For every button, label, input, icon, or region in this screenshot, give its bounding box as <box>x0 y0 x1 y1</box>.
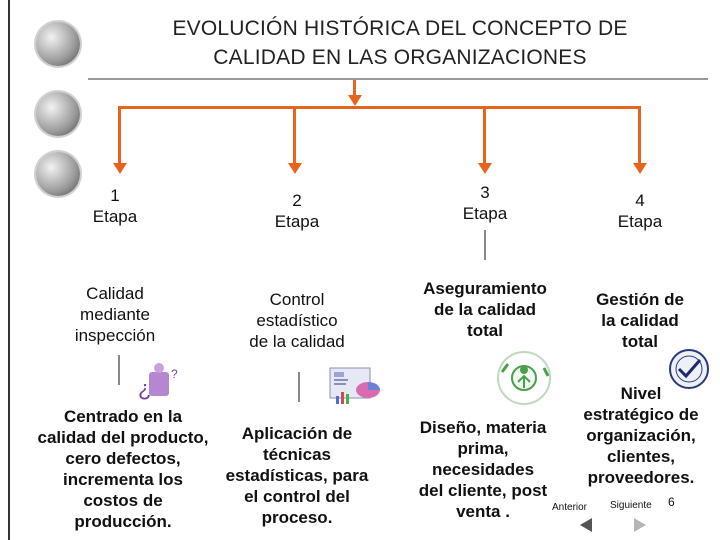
stage-2-detail-line: el control del <box>244 487 350 506</box>
charts-report-icon <box>326 366 386 408</box>
stage-2-word: Etapa <box>274 212 320 231</box>
stage-1-detail-line: incrementa los <box>63 470 183 489</box>
stage-4-arrow-head <box>633 163 647 174</box>
stage-3-detail-line: prima, <box>457 439 509 458</box>
woman-photo-icon <box>36 92 80 136</box>
people-photo-icon <box>36 22 80 66</box>
stage-3-arrow-stem <box>483 106 486 164</box>
stage-1-detail-line: calidad del producto, <box>37 428 209 447</box>
title-line-2: CALIDAD EN LAS ORGANIZACIONES <box>213 46 587 69</box>
stage-1-detail-line: producción. <box>74 512 172 531</box>
stage-4-concept <box>565 289 715 352</box>
stage-1-concept-line: Calidad <box>86 284 144 303</box>
page-number: 6 <box>668 495 675 509</box>
previous-link[interactable]: Anterior <box>552 502 588 513</box>
stage-3-arrow-head <box>478 163 492 174</box>
stage-3-number: 3 <box>480 183 490 202</box>
stage-1-number: 1 <box>110 186 120 205</box>
previous-arrow-icon[interactable] <box>580 518 592 532</box>
stage-2-number: 2 <box>292 191 302 210</box>
stage-4-concept-line: total <box>622 332 658 351</box>
stage-3-detail-line: Diseño, materia <box>419 418 547 437</box>
center-arrow-stem <box>353 80 356 96</box>
stage-2-detail <box>222 423 372 528</box>
stage-1-arrow-head <box>113 163 127 174</box>
stage-1-arrow-stem <box>118 106 121 164</box>
stage-1-concept-line: mediante <box>80 305 150 324</box>
stage-1-word: Etapa <box>92 207 138 226</box>
stage-3-word: Etapa <box>462 204 508 223</box>
stage-3-detail <box>408 417 558 522</box>
stage-3-label <box>410 182 560 224</box>
stage-2-concept <box>222 289 372 352</box>
stage-4-concept-line: la calidad <box>601 311 679 330</box>
stage-2-concept-line: de la calidad <box>249 332 345 351</box>
stage-3-concept-line: Aseguramiento <box>423 279 547 298</box>
svg-text:¿: ¿ <box>138 376 152 400</box>
center-arrow-head <box>348 95 362 106</box>
stage-2-detail-line: Aplicación de <box>241 424 353 443</box>
stage-4-detail-line: estratégico de <box>583 405 699 424</box>
stage-2-detail-line: proceso. <box>261 508 333 527</box>
page-title <box>110 14 690 72</box>
stage-1-concept-line: inspección <box>74 326 156 345</box>
stage-2-concept-line: estadístico <box>256 311 338 330</box>
question-figure-icon <box>135 362 181 400</box>
title-line-1: EVOLUCIÓN HISTÓRICA DEL CONCEPTO DE <box>172 17 628 40</box>
stage-3-concept <box>405 278 565 341</box>
stage-1-label <box>40 185 190 227</box>
recycling-figure-icon <box>494 348 554 408</box>
stage-1-concept <box>40 283 190 346</box>
stage-2-detail-line: estadísticas, para <box>225 466 369 485</box>
stage-4-detail-line: proveedores. <box>587 468 695 487</box>
stage-4-arrow-stem <box>638 106 641 164</box>
svg-text:?: ? <box>171 367 178 381</box>
stage-4-detail <box>566 383 716 488</box>
stage-4-label <box>565 190 715 232</box>
stage-1-detail-line: costos de <box>83 491 163 510</box>
timeline-bar <box>120 106 640 109</box>
stage-4-detail-line: clientes, <box>606 447 676 466</box>
stage-4-number: 4 <box>635 191 645 210</box>
stage-1-detail-line: Centrado en la <box>63 407 183 426</box>
stage-1-connector <box>118 355 120 385</box>
stage-3-detail-line: necesidades <box>431 460 535 479</box>
next-link[interactable]: Siguiente <box>610 500 652 511</box>
stage-2-arrow-head <box>288 163 302 174</box>
stage-4-word: Etapa <box>617 212 663 231</box>
stage-4-concept-line: Gestión de <box>596 290 684 309</box>
left-edge-rule <box>8 0 10 540</box>
stage-3-concept-line: total <box>467 321 503 340</box>
stage-3-concept-line: de la calidad <box>433 300 537 319</box>
stage-4-detail-line: organización, <box>586 426 696 445</box>
stage-2-detail-line: técnicas <box>262 445 332 464</box>
stage-1-detail <box>28 406 218 532</box>
stage-3-detail-line: venta . <box>456 502 510 521</box>
stage-1-detail-line: cero defectos, <box>65 449 181 468</box>
stage-2-label <box>222 190 372 232</box>
stage-2-concept-line: Control <box>269 290 325 309</box>
stage-3-detail-line: del cliente, post <box>418 481 548 500</box>
stage-2-connector <box>298 372 300 402</box>
title-underline <box>88 78 708 80</box>
stage-4-detail-line: Nivel <box>620 384 662 403</box>
stage-2-arrow-stem <box>293 106 296 164</box>
next-arrow-icon[interactable] <box>634 518 646 532</box>
stage-3-connector <box>484 230 486 260</box>
